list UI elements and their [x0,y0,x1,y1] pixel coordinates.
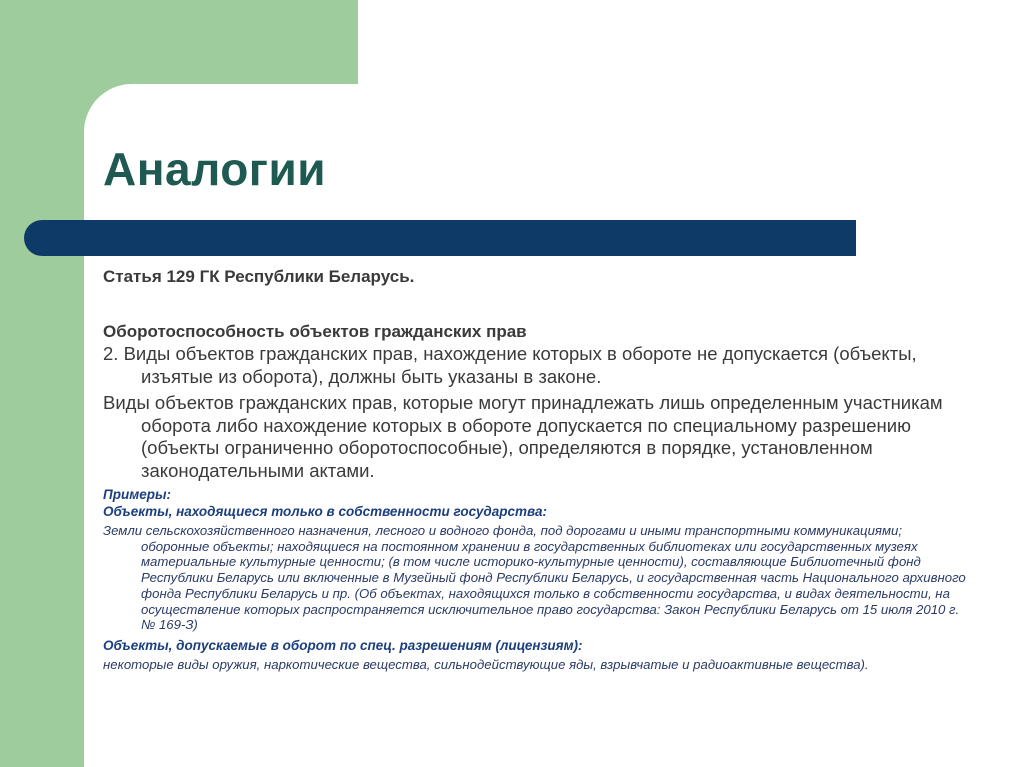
state-objects-text: Земли сельскохозяйственного назначения, лесного и водного фонда, под дорогами и иными транспортными коммуникациями; оборонные объекты; находящиеся на постоянном хранении в государственных библиотеках или государственных музеях материальные культурные ценности; (в том числе историко-культурные ценности), составляющие Библиотечный фонд Республики Беларусь или включенные в Музейный фонд Республики Беларусь, и государственная часть Национального архивного фонда Республики Беларусь и пр. (Об объектах, находящихся только в собственности государства, и видах деятельности, на осуществление которых распространяется исключительное право государства: Закон Республики Беларусь от 15 июля 2010 г. № 169-З) [103,523,966,633]
examples-label: Примеры: [103,487,171,502]
slide-title: Аналогии [103,143,327,195]
license-objects-text: некоторые виды оружия, наркотические вещества, сильнодействующие яды, взрывчатые и радиоактивные вещества). [103,656,869,672]
section-heading: Оборотоспособность объектов гражданских прав [103,322,527,341]
paragraph-prohibited-objects: 2. Виды объектов гражданских прав, нахождение которых в обороте не допускается (объекты, изъятые из оборота), должны быть указаны в законе. [103,343,917,387]
slide-body [103,266,973,673]
title-underline-bar [24,220,856,256]
license-objects-heading: Объекты, допускаемые в оборот по спец. разрешениям (лицензиям): [103,637,583,653]
state-objects-heading: Объекты, находящиеся только в собственности государства: [103,504,548,519]
article-heading: Статья 129 ГК Республики Беларусь. [103,267,415,286]
paragraph-restricted-objects: Виды объектов гражданских прав, которые могут принадлежать лишь определенным участникам оборота либо нахождение которых в обороте допускается по специальному разрешению (объекты ограниченно оборотоспособные), определяются в порядке, установленном законодательными актами. [103,392,943,481]
